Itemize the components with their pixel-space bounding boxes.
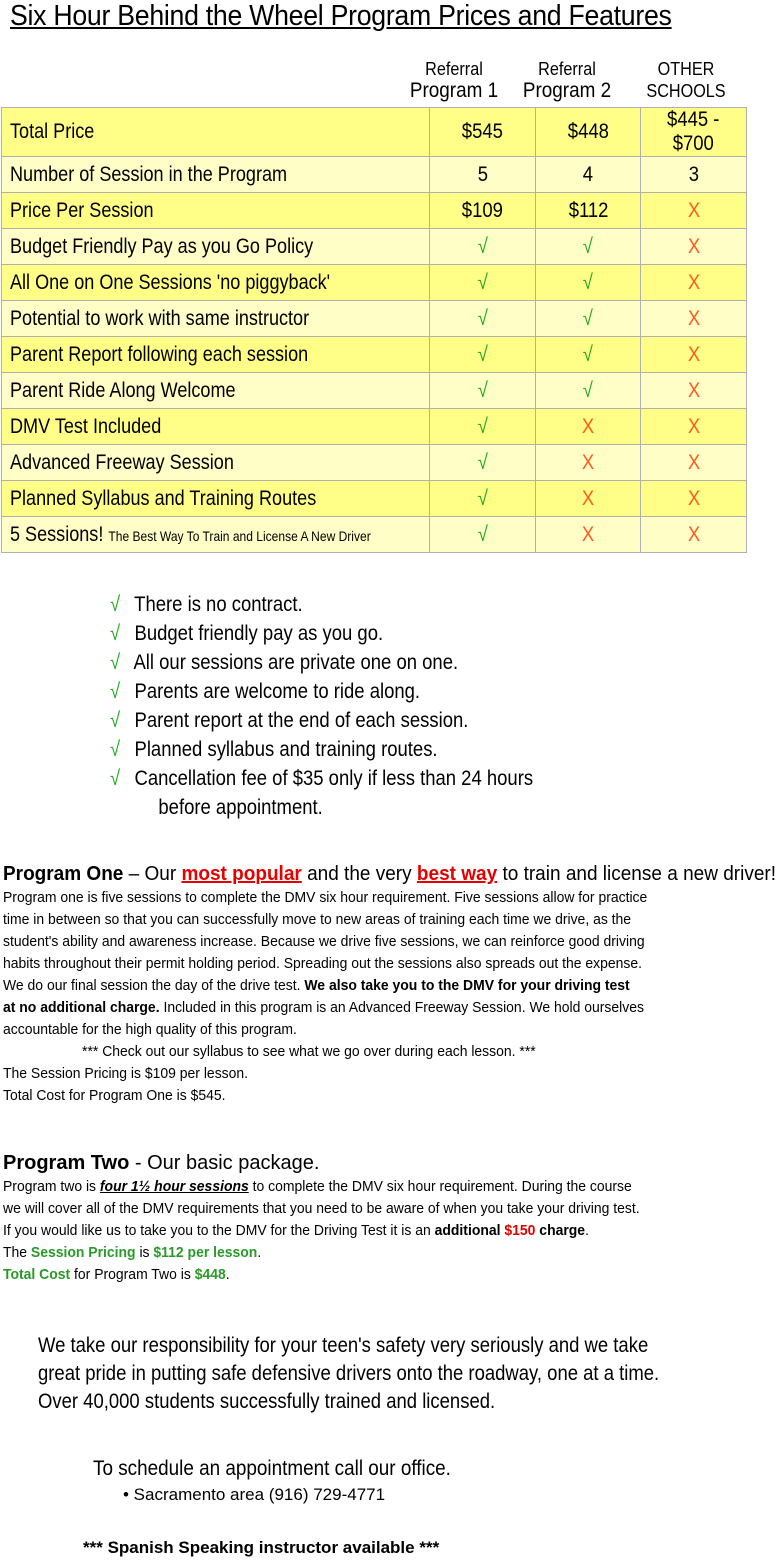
list-item-text: Planned syllabus and training routes. [134, 738, 438, 761]
program-two-title: Program Two [3, 1152, 130, 1174]
row-label-text: 5 Sessions! [10, 522, 104, 546]
body-text: to complete the DMV six hour requirement. During the course [248, 1178, 632, 1195]
check-icon: √ [110, 738, 121, 761]
column-header-line2: SCHOOLS [646, 81, 726, 101]
table-row [2, 373, 747, 409]
session-pricing-value: $112 per lesson [153, 1244, 258, 1261]
check-icon: √ [477, 306, 488, 330]
column-header-program-2 [518, 58, 617, 102]
list-item [110, 648, 533, 677]
list-item-text: Cancellation fee of $35 only if less than 24 hours [134, 767, 534, 790]
table-row [2, 337, 747, 373]
cell-value [430, 193, 536, 229]
table-row [2, 517, 747, 553]
x-icon: X [582, 414, 595, 438]
check-icon: √ [583, 234, 594, 258]
cell-value [430, 445, 536, 481]
column-header-line2: Program 2 [522, 79, 612, 102]
check-icon: √ [110, 709, 121, 732]
table-row [2, 265, 747, 301]
column-header-line1: OTHER [657, 59, 715, 79]
column-header-line1: Referral [425, 59, 483, 79]
row-label [2, 481, 430, 517]
list-item-text: Parent report at the end of each session. [134, 709, 469, 732]
list-item [110, 764, 533, 793]
list-item [110, 619, 533, 648]
program-two-section [3, 1150, 748, 1286]
check-icon: √ [110, 680, 121, 703]
cell-value [535, 337, 641, 373]
most-popular-text: most popular [181, 863, 302, 885]
cell-value [535, 265, 641, 301]
body-line: time in between so that you can successfully move to new areas of training each time we drive, as the [3, 911, 632, 928]
body-line: accountable for the high quality of this program. [3, 1021, 297, 1038]
row-label-text: Planned Syllabus and Training Routes [10, 486, 317, 510]
table-row [2, 409, 747, 445]
body-text-bold: additional [434, 1222, 501, 1239]
body-text: Included in this program is an Advanced Freeway Session. We hold ourselves [159, 999, 644, 1016]
closing-line: We take our responsibility for your teen's safety very seriously and we take [38, 1334, 649, 1357]
list-item [110, 590, 533, 619]
program-two-body [3, 1176, 747, 1286]
row-label-text: Potential to work with same instructor [10, 306, 310, 330]
column-header-program-1 [405, 58, 504, 102]
table-row [2, 193, 747, 229]
syllabus-note: *** Check out our syllabus to see what we go over during each lesson. *** [82, 1043, 536, 1060]
column-header-line2: Program 1 [409, 79, 499, 102]
cell-value [641, 337, 747, 373]
row-label-text: DMV Test Included [10, 414, 162, 438]
cell-value [641, 157, 747, 193]
cell-value [430, 481, 536, 517]
heading-text: and the very [301, 863, 417, 885]
list-item [110, 706, 533, 735]
cell-value [430, 157, 536, 193]
total-cost-label: Total Cost [3, 1266, 71, 1283]
spanish-instructor-note: *** Spanish Speaking instructor available *** [83, 1538, 440, 1557]
cell-value [535, 445, 641, 481]
table-row [2, 301, 747, 337]
sessions-emphasis: four 1½ hour sessions [99, 1178, 249, 1195]
row-label-text: Number of Session in the Program [10, 162, 288, 186]
row-label-text: Total Price [10, 120, 95, 143]
row-label [2, 108, 430, 157]
body-text: Program two is [3, 1178, 100, 1195]
body-line: we will cover all of the DMV requirements that you need to be aware of when you take your driving test. [3, 1200, 640, 1217]
body-text-bold: We also take you to the DMV for your driving test [304, 977, 630, 994]
row-label-suffix: The Best Way To Train and License A New Driver [108, 527, 371, 544]
cell-value [430, 265, 536, 301]
cell-value [535, 229, 641, 265]
heading-text: to train and license a new driver! [497, 863, 776, 885]
cell-value [430, 229, 536, 265]
check-icon: √ [477, 234, 488, 258]
x-icon: X [687, 450, 700, 474]
check-icon: √ [110, 767, 121, 790]
x-icon: X [582, 486, 595, 510]
row-label [2, 229, 430, 265]
program-one-total: Total Cost for Program One is $545. [3, 1087, 226, 1104]
row-label [2, 445, 430, 481]
row-label [2, 301, 430, 337]
program-two-pricing: The Session Pricing is $112 per lesson. [3, 1244, 262, 1261]
list-item-text: All our sessions are private one on one. [133, 651, 459, 674]
row-label-text: Price Per Session [10, 198, 154, 222]
x-icon: X [687, 378, 700, 402]
check-icon: √ [110, 651, 121, 674]
closing-line: Over 40,000 students successfully trained and licensed. [38, 1390, 496, 1413]
cell-text: $545 [462, 120, 504, 143]
check-icon: √ [583, 378, 594, 402]
cell-value [641, 445, 747, 481]
check-icon: √ [583, 306, 594, 330]
body-text-bold: charge [539, 1222, 586, 1239]
cell-value [641, 517, 747, 553]
table-row [2, 157, 747, 193]
benefits-list [110, 590, 591, 822]
program-two-total: Total Cost for Program Two is $448. [3, 1266, 230, 1283]
session-pricing-label: Session Pricing [30, 1244, 136, 1261]
heading-text: – Our [123, 863, 182, 885]
x-icon: X [687, 306, 700, 330]
body-text: We do our final session the day of the drive test. [3, 977, 305, 994]
check-icon: √ [477, 342, 488, 366]
row-label [2, 373, 430, 409]
list-item-text: There is no contract. [134, 593, 303, 616]
body-line [3, 997, 747, 1019]
phone-number[interactable]: • Sacramento area (916) 729-4771 [123, 1485, 386, 1504]
check-icon: √ [583, 342, 594, 366]
check-icon: √ [477, 414, 488, 438]
body-text: If you would like us to take you to the DMV for the Driving Test it is an [3, 1222, 435, 1239]
cell-value [430, 108, 536, 157]
program-one-pricing: The Session Pricing is $109 per lesson. [3, 1065, 249, 1082]
cell-text: $445 - $700 [667, 108, 720, 155]
body-line: Program one is five sessions to complete the DMV six hour requirement. Five sessions allow for practice [3, 889, 648, 906]
row-label [2, 517, 430, 553]
check-icon: √ [477, 378, 488, 402]
cell-value [641, 229, 747, 265]
cell-value [430, 373, 536, 409]
cell-value [535, 157, 641, 193]
row-label-text: Budget Friendly Pay as you Go Policy [10, 234, 314, 258]
x-icon: X [687, 270, 700, 294]
table-row [2, 229, 747, 265]
table-row [2, 108, 747, 157]
cell-value [430, 337, 536, 373]
x-icon: X [582, 450, 595, 474]
check-icon: √ [477, 450, 488, 474]
cell-value [641, 301, 747, 337]
column-header-other-schools [637, 58, 736, 102]
cell-value [641, 481, 747, 517]
row-label-text: Parent Report following each session [10, 342, 309, 366]
comparison-table [1, 107, 747, 553]
cell-value [535, 481, 641, 517]
check-icon: √ [583, 270, 594, 294]
cell-value [535, 373, 641, 409]
table-row [2, 445, 747, 481]
cell-value [641, 193, 747, 229]
total-cost-value: $448 [194, 1266, 226, 1283]
check-icon: √ [477, 270, 488, 294]
program-two-heading [3, 1150, 748, 1176]
cell-text: $448 [567, 120, 609, 143]
x-icon: X [687, 234, 700, 258]
row-label [2, 157, 430, 193]
cell-value [430, 301, 536, 337]
list-item-text: Budget friendly pay as you go. [134, 622, 384, 645]
row-label [2, 265, 430, 301]
heading-text: - Our basic package. [129, 1152, 320, 1174]
cell-value [535, 517, 641, 553]
body-text-bold: at no additional charge. [3, 999, 160, 1016]
program-one-section [3, 861, 776, 1107]
cell-value [641, 373, 747, 409]
cell-value [641, 265, 747, 301]
x-icon: X [582, 522, 595, 546]
row-label [2, 193, 430, 229]
program-one-heading [3, 861, 776, 887]
program-one-title: Program One [3, 863, 124, 885]
row-label-text: All One on One Sessions 'no piggyback' [10, 270, 331, 294]
list-item-continuation: before appointment. [158, 796, 323, 819]
body-text: is [135, 1244, 154, 1261]
cell-value [535, 193, 641, 229]
check-icon: √ [110, 622, 121, 645]
schedule-text: To schedule an appointment call our office. [93, 1457, 451, 1480]
cell-value [641, 409, 747, 445]
cell-text: $109 [462, 198, 504, 222]
page-title: Six Hour Behind the Wheel Program Prices and Features [10, 0, 672, 32]
x-icon: X [687, 486, 700, 510]
cell-value [535, 301, 641, 337]
body-line [3, 1176, 747, 1198]
check-icon: √ [110, 593, 121, 616]
row-label [2, 409, 430, 445]
x-icon: X [687, 522, 700, 546]
row-label-text: Parent Ride Along Welcome [10, 378, 236, 402]
list-item [110, 677, 533, 706]
list-item-text: Parents are welcome to ride along. [134, 680, 421, 703]
check-icon: √ [477, 486, 488, 510]
x-icon: X [687, 342, 700, 366]
body-line: student's ability and awareness increase. Because we drive five sessions, we can reinforce good driving [3, 933, 645, 950]
body-text: for Program Two is [70, 1266, 195, 1283]
body-line: habits throughout their permit holding period. Spreading out the sessions also spreads out the expense. [3, 955, 643, 972]
closing-statement [38, 1332, 659, 1416]
program-one-body [3, 887, 747, 1107]
cell-text: 5 [477, 162, 488, 186]
best-way-text: best way [416, 863, 498, 885]
row-label [2, 337, 430, 373]
x-icon: X [687, 414, 700, 438]
check-icon: √ [477, 522, 488, 546]
cell-value [430, 517, 536, 553]
cell-text: 4 [583, 162, 594, 186]
cell-value [535, 409, 641, 445]
list-item [110, 735, 533, 764]
body-line [3, 975, 747, 997]
cell-text: $112 [568, 198, 609, 222]
cell-value [430, 409, 536, 445]
closing-line: great pride in putting safe defensive drivers onto the roadway, one at a time. [38, 1362, 660, 1385]
cell-value [641, 108, 747, 157]
table-row [2, 481, 747, 517]
cell-text: 3 [688, 162, 699, 186]
body-text: The [3, 1244, 31, 1261]
x-icon: X [687, 198, 700, 222]
row-label-text: Advanced Freeway Session [10, 450, 234, 474]
column-header-line1: Referral [538, 59, 596, 79]
cell-value [535, 108, 641, 157]
body-line: If you would like us to take you to the DMV for the Driving Test it is an additional $150 charge. [3, 1222, 589, 1239]
dmv-fee: $150 [504, 1222, 536, 1239]
